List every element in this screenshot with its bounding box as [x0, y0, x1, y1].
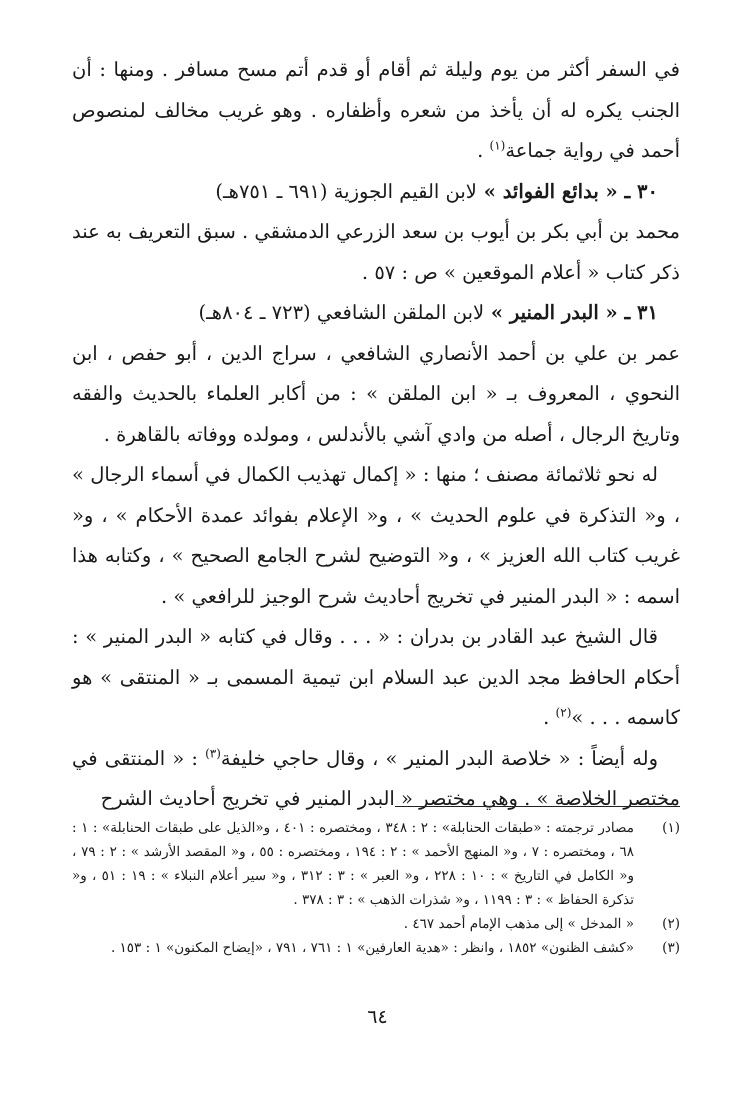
paragraph-text: . [543, 706, 556, 729]
entry-number: ٣٠ ـ [624, 179, 658, 203]
paragraph-text: في السفر أكثر من يوم وليلة ثم أقام أو قدم أتم مسح مسافر . ومنها : أن الجنب يكره له أن يأخذ من شعره وأظفاره . وهو غريب مخالف لمنصوص أحمد في رواية جماعة [72, 58, 680, 162]
entry-author: لابن الملقن الشافعي (٧٢٣ ـ ٨٠٤هـ) [198, 301, 485, 324]
entry-heading-31 [72, 293, 680, 334]
entry-heading-30 [72, 172, 680, 213]
paragraph: له نحو ثلاثمائة مصنف ؛ منها : « إكمال تهذيب الكمال في أسماء الرجال » ، و« التذكرة في علوم الحديث » ، و« الإعلام بفوائد عمدة الأحكام » ، و« غريب كتاب الله العزيز » ، و« التوضيح لشرح الجامع الصحيح » ، وكتابه هذا اسمه : « البدر المنير في تخريج أحاديث شرح الوجيز للرافعي » . [72, 463, 680, 608]
footnote [72, 816, 680, 912]
paragraph [72, 739, 680, 820]
paragraph [72, 617, 680, 739]
footnote-ref[interactable]: (٣) [205, 746, 221, 760]
page-number: ٦٤ [367, 1006, 388, 1028]
entry-title: « البدر المنير » [490, 301, 618, 324]
paragraph: عمر بن علي بن أحمد الأنصاري الشافعي ، سراج الدين ، أبو حفص ، ابن النحوي ، المعروف بـ « ابن الملقن » : من أكابر العلماء بالحديث والفقه وتاريخ الرجال ، أصله من وادي آشي بالأندلس ، ومولده ووفاته بالقاهرة . [72, 341, 680, 446]
paragraph-text: قال الشيخ عبد القادر بن بدران : « . . . وقال في كتابه « البدر المنير » : أحكام الحافظ مجد الدين عبد السلام ابن تيمية المسمى بـ « المنتقى » هو كاسمه . . . » [72, 625, 680, 729]
footnote [72, 912, 680, 936]
page-body [72, 50, 680, 820]
paragraph-text: وله أيضاً : « خلاصة البدر المنير » ، وقال حاجي خليفة [220, 746, 659, 770]
paragraph: محمد بن أبي بكر بن أيوب بن سعد الزرعي الدمشقي . سبق التعريف به عند ذكر كتاب « أعلام الموقعين » ص : ٥٧ . [72, 220, 680, 284]
entry-number: ٣١ ـ [624, 301, 658, 324]
footnote-number: (١) [662, 820, 680, 836]
footnote-text: « المدخل » إلى مذهب الإمام أحمد ٤٦٧ . [403, 916, 634, 932]
footnote-number: (٢) [662, 916, 680, 932]
paragraph [72, 50, 680, 172]
paragraph-text: . [477, 139, 490, 162]
footnote-divider [395, 806, 680, 807]
footnote-ref[interactable]: (٢) [555, 705, 572, 720]
footnote-text: مصادر ترجمته : «طبقات الحنابلة» : ٢ : ٣٤٨ ، ومختصره : ٤٠١ ، و«الذيل على طبقات الحنابلة» : ١ : ٦٨ ، ومختصره : ٧ ، و« المنهج الأحمد » : ٢ : ١٩٤ ، ومختصره : ٥٥ ، و« المقصد الأرشد » : ٢ : ٧٩ ، و« الكامل في التاريخ » : ١٠ : ٢٢٨ ، و« العبر » : ٣ : ٣١٢ ، و« سير أعلام النبلاء » : ١٩ : ٥١ ، و« تذكرة الحفاظ » : ٣ : ١١٩٩ ، و« شذرات الذهب » : ٣ : ٣٧٨ . [72, 820, 635, 908]
main-text [72, 50, 680, 820]
footnote-ref[interactable]: (١) [489, 138, 506, 153]
footnote-number: (٣) [662, 940, 680, 956]
entry-title: « بدائع الفوائد » [483, 179, 618, 203]
footnote [72, 936, 680, 960]
paragraph-text: : « المنتقى في مختصر الخلاصة » . وهي مختصر « البدر المنير في تخريج أحاديث الشرح [72, 746, 680, 810]
footnote-text: «كشف الظنون» ١٨٥٢ ، وانظر : «هدية العارفين» ١ : ٧٦١ ، ٧٩١ ، «إيضاح المكنون» ١ : ١٥٣ . [110, 940, 634, 956]
footnotes [72, 816, 680, 960]
entry-author: لابن القيم الجوزية (٦٩١ ـ ٧٥١هـ) [215, 179, 477, 203]
